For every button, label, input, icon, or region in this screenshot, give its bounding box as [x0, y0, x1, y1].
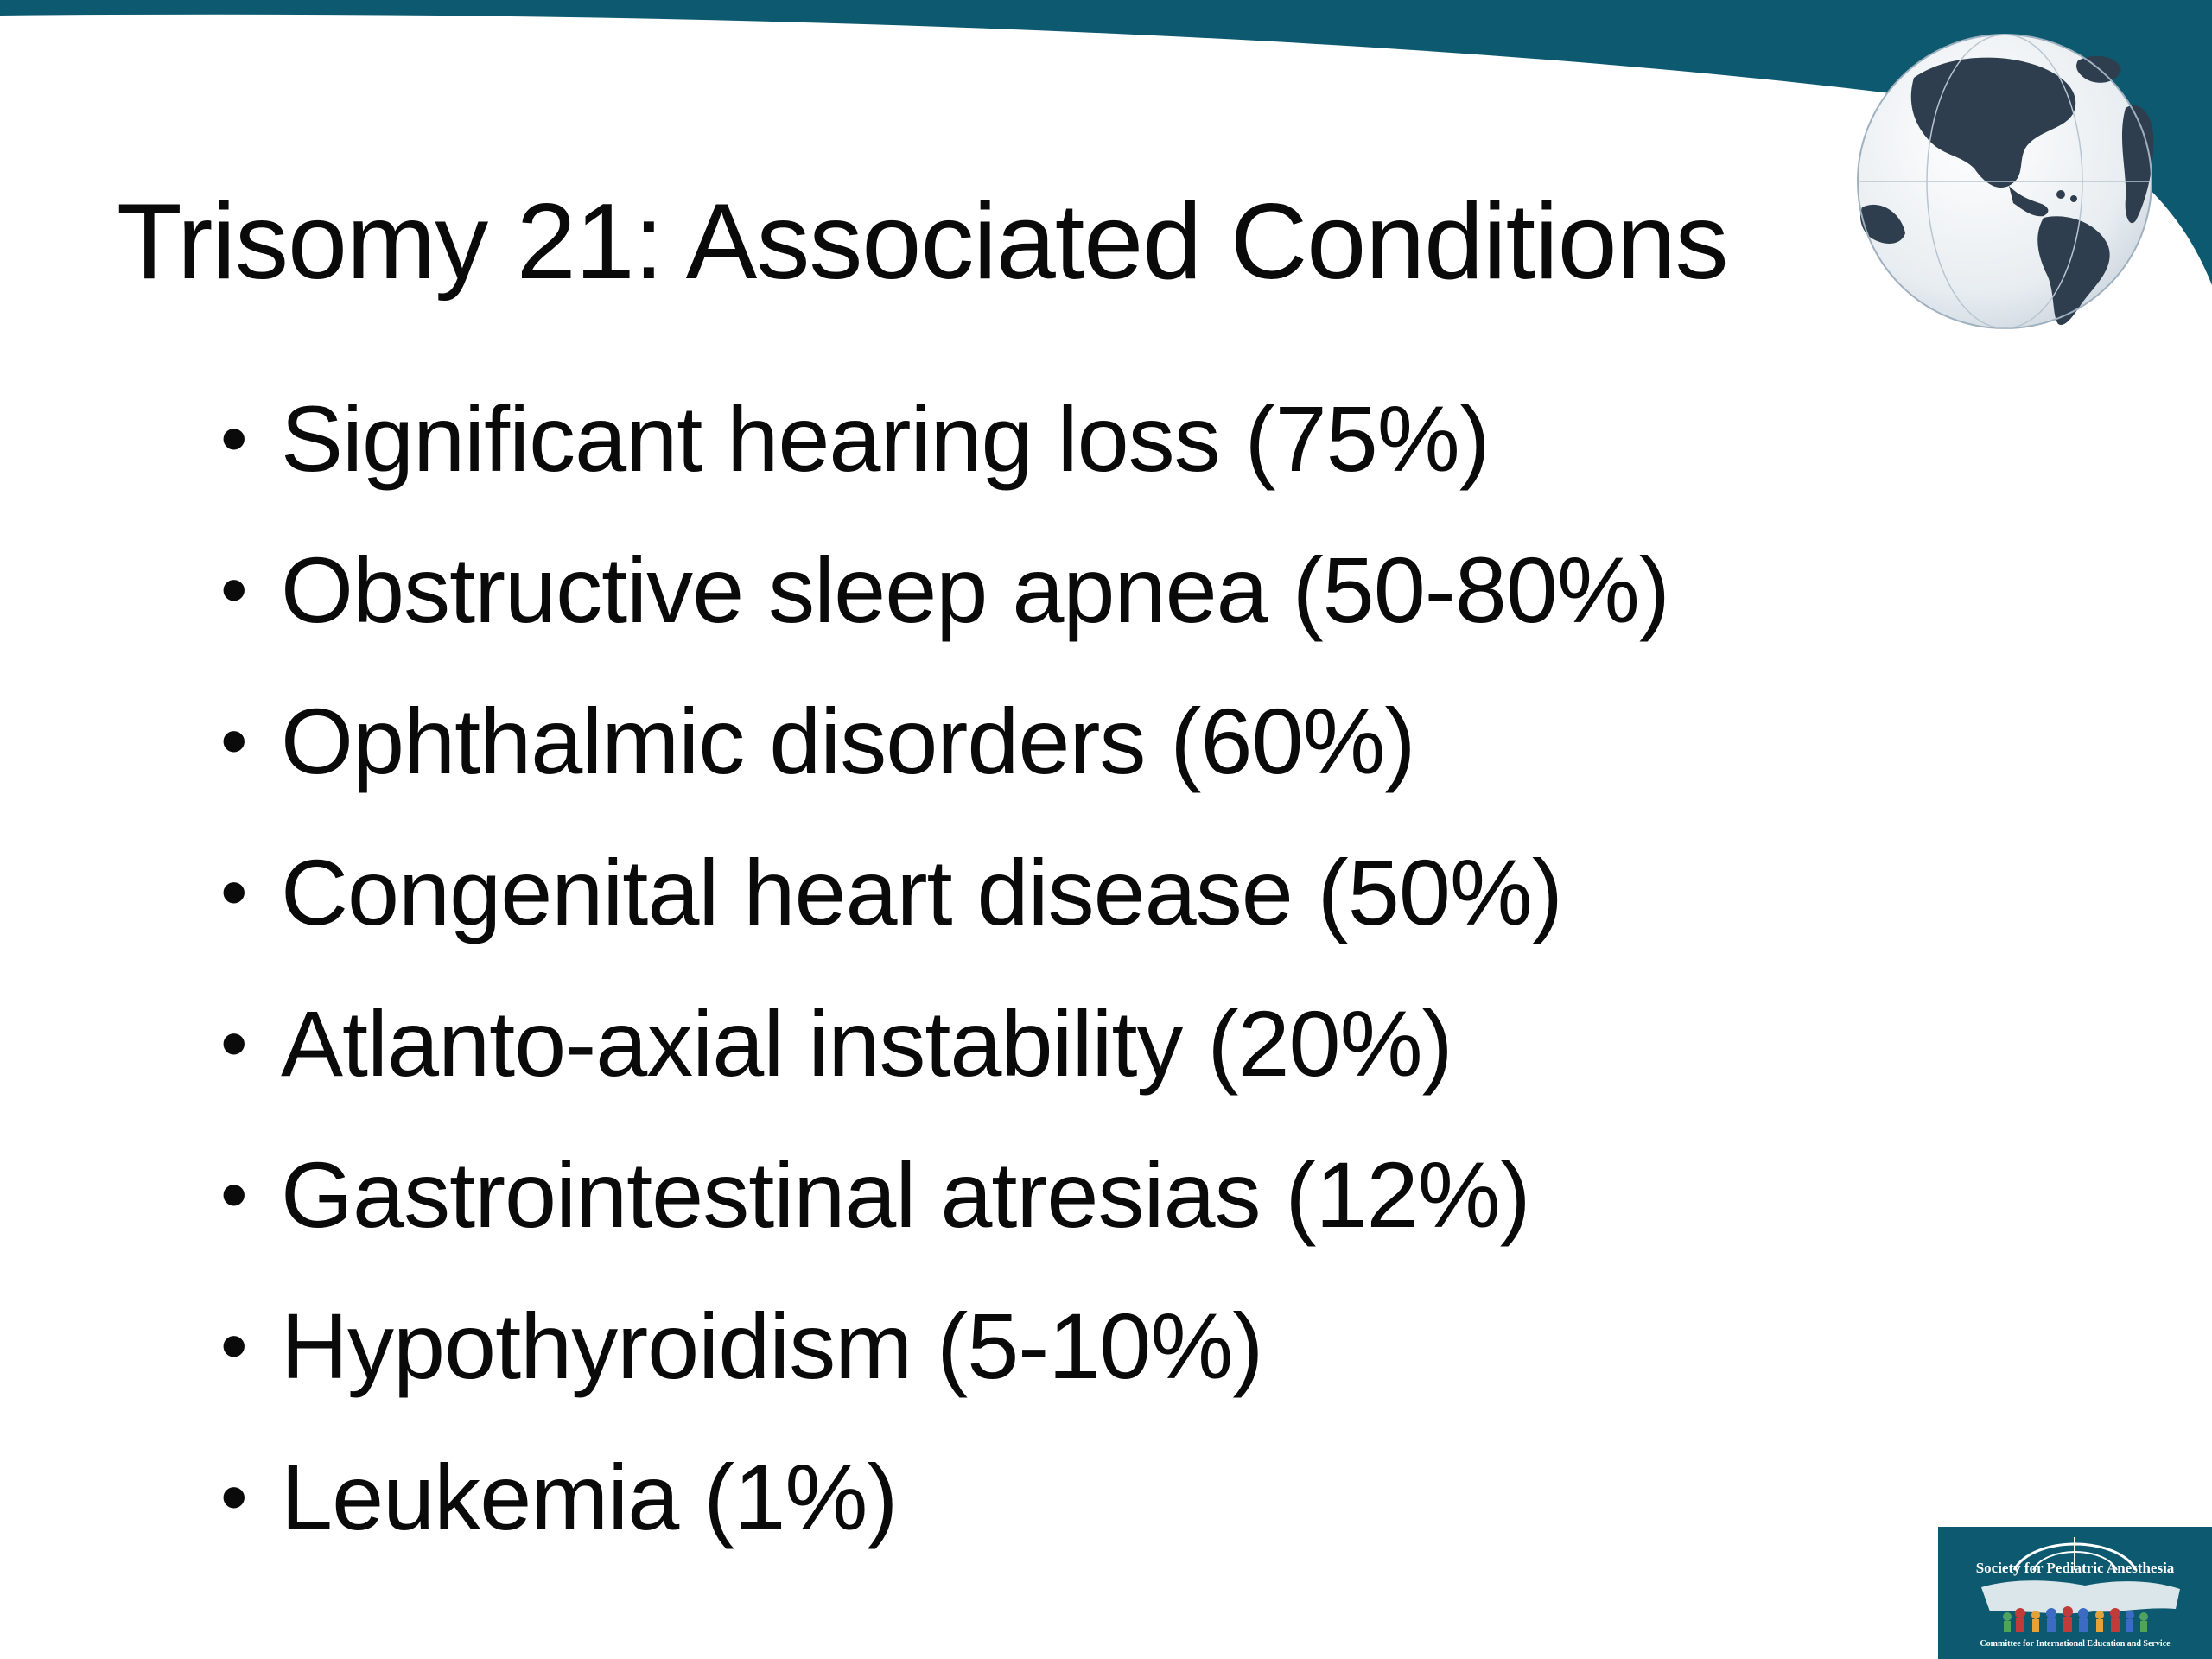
spa-logo [1938, 1527, 2212, 1659]
list-item [220, 1119, 1669, 1270]
list-item [220, 968, 1669, 1119]
list-item [220, 665, 1669, 817]
bullet-icon: • [220, 1302, 248, 1389]
bullet-text: Significant hearing loss (75%) [281, 385, 1490, 491]
bullet-icon: • [220, 1000, 248, 1087]
bullet-icon: • [220, 1453, 248, 1541]
bullet-text: Ophthalmic disorders (60%) [281, 688, 1415, 793]
bullet-icon: • [220, 395, 248, 482]
logo-organization-name: Society for Pediatric Anesthesia [1975, 1560, 2175, 1576]
bullet-icon: • [220, 697, 248, 785]
bullet-icon: • [220, 849, 248, 936]
bullet-text: Obstructive sleep apnea (50-80%) [281, 537, 1669, 642]
bullet-text: Atlanto-axial instability (20%) [281, 990, 1452, 1096]
bullet-text: Leukemia (1%) [281, 1444, 898, 1549]
bullet-icon: • [220, 1151, 248, 1238]
list-item [220, 1421, 1669, 1573]
list-item [220, 363, 1669, 514]
list-item [220, 514, 1669, 665]
bullet-icon: • [220, 546, 248, 633]
list-item [220, 817, 1669, 968]
bullet-text: Congenital heart disease (50%) [281, 839, 1562, 944]
bullet-text: Gastrointestinal atresias (12%) [281, 1141, 1530, 1247]
bullet-list [220, 363, 1669, 1573]
globe-icon [1832, 26, 2169, 337]
slide-title: Trisomy 21: Associated Conditions [117, 182, 1728, 302]
list-item [220, 1270, 1669, 1421]
bullet-text: Hypothyroidism (5-10%) [281, 1293, 1263, 1398]
logo-committee-name: Committee for International Education and Service [1980, 1639, 2171, 1649]
